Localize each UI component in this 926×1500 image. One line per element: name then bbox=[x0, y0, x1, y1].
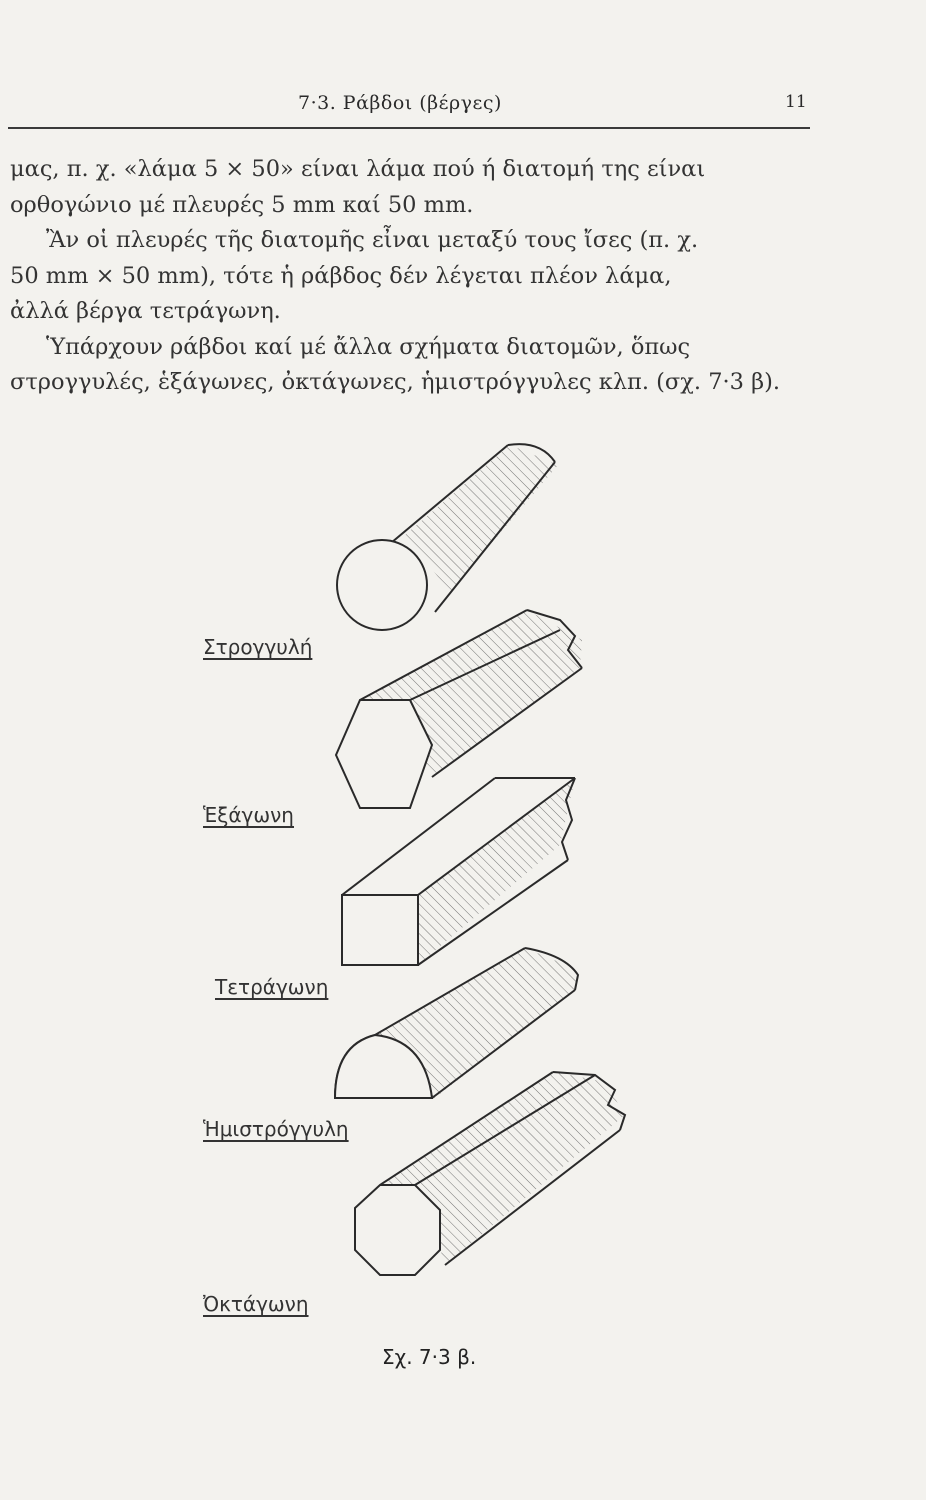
round-rod-drawing bbox=[337, 444, 558, 630]
label-round: Στρογγυλή bbox=[203, 635, 313, 659]
figure-caption: Σχ. 7·3 β. bbox=[382, 1345, 477, 1369]
text-line: 50 mm × 50 mm), τότε ἡ ράβδος δέν λέγεται πλέον λάμα, bbox=[10, 262, 672, 289]
running-head-title: 7·3. Ράβδοι (βέργες) bbox=[298, 92, 502, 114]
label-square: Τετράγωνη bbox=[215, 975, 329, 999]
label-octagonal: Ὀκτάγωνη bbox=[203, 1292, 309, 1316]
label-half-round: Ἡμιστρόγγυλη bbox=[203, 1117, 349, 1141]
label-hexagonal: Ἑξάγωνη bbox=[203, 803, 294, 827]
octagonal-rod-drawing bbox=[355, 1072, 625, 1275]
text-line: στρογγυλές, ἑξάγωνες, ὀκτάγωνες, ἡμιστρόγγυλες κλπ. (σχ. 7·3 β). bbox=[10, 369, 781, 395]
half-round-rod-drawing bbox=[335, 948, 578, 1100]
text-line: μας, π. χ. «λάμα 5 × 50» είναι λάμα πού ή διατομή της είναι bbox=[10, 156, 706, 182]
text-line: ορθογώνιο μέ πλευρές 5 mm καί 50 mm. bbox=[10, 191, 474, 218]
page-number: 11 bbox=[785, 92, 807, 112]
text-line: Ἂν οἱ πλευρές τῆς διατομῆς εἶναι μεταξύ τους ἴσες (π. χ. bbox=[46, 227, 699, 253]
text-line: ἀλλά βέργα τετράγωνη. bbox=[10, 298, 281, 324]
text-line: Ὑπάρχουν ράβδοι καί μέ ἄλλα σχήματα διατομῶν, ὅπως bbox=[46, 333, 691, 360]
